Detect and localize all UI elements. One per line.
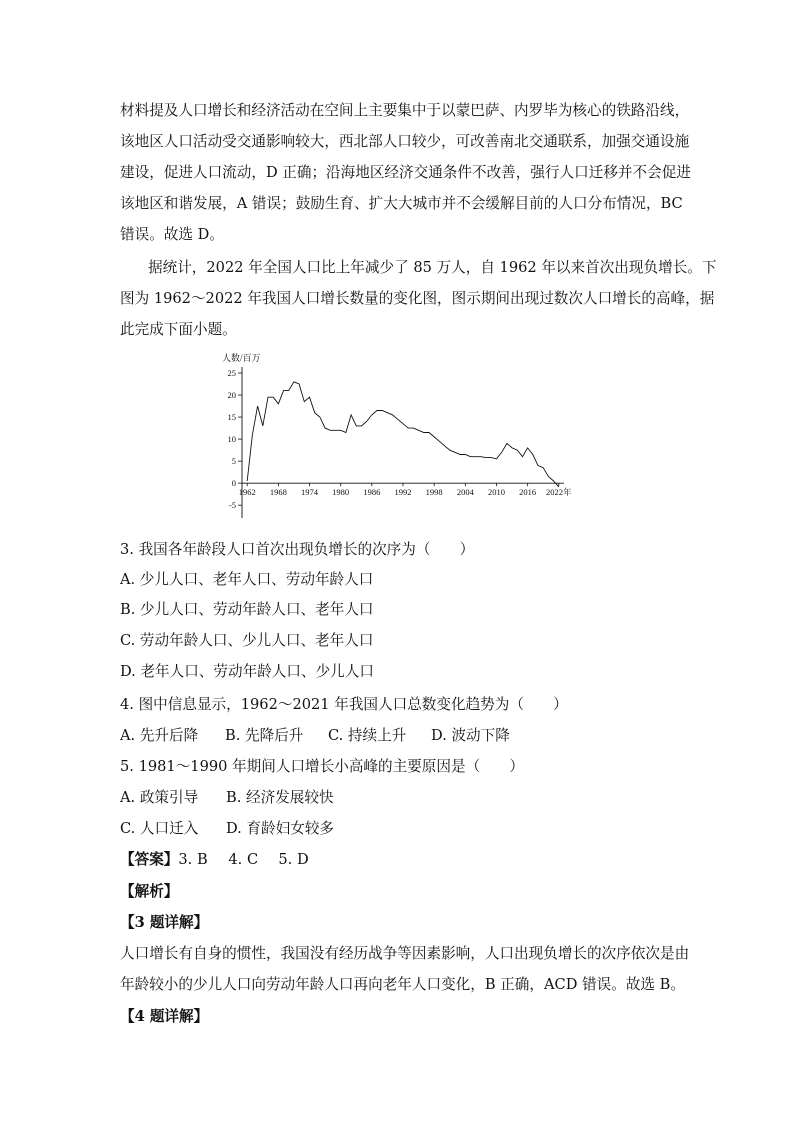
q4-options xyxy=(120,726,680,746)
x-tick-label: 2004 xyxy=(456,487,474,498)
q3-option-c: C. 劳动年龄人口、少儿人口、老年人口 xyxy=(120,632,374,649)
x-tick-label: 1980 xyxy=(332,487,350,498)
passage-line-1: 据统计，2022 年全国人口比上年减少了 85 万人，自 1962 年以来首次出现负增长。下 xyxy=(148,259,717,276)
q3-option-d: D. 老年人口、劳动年龄人口、少儿人口 xyxy=(120,663,374,680)
y-tick-label: 25 xyxy=(227,368,236,378)
q4-stem: 4. 图中信息显示，1962～2021 年我国人口总数变化趋势为（ ） xyxy=(120,696,568,713)
x-tick-label: 1998 xyxy=(425,487,443,498)
population-growth-chart xyxy=(212,348,582,526)
q5-option-a: A. 政策引导 xyxy=(120,789,199,806)
analysis-label: 【解析】 xyxy=(120,883,179,900)
y-tick-label: 0 xyxy=(231,478,236,489)
y-tick-label: 5 xyxy=(231,456,236,467)
q4-option-c: C. 持续上升 xyxy=(328,727,407,744)
x-tick-label: 1974 xyxy=(301,487,319,498)
intro-line-3: 建设，促进人口流动，D 正确；沿海地区经济交通条件不改善，强行人口迁移并不会促进 xyxy=(120,164,691,181)
q5-option-b: B. 经济发展较快 xyxy=(226,789,334,806)
q4-option-d: D. 波动下降 xyxy=(431,727,510,744)
growth-series-line xyxy=(247,382,559,487)
q4-option-b: B. 先降后升 xyxy=(225,727,304,744)
answer-label: 【答案】 xyxy=(120,851,179,868)
q3-stem: 3. 我国各年龄段人口首次出现负增长的次序为（ ） xyxy=(120,541,475,558)
q5-stem: 5. 1981～1990 年期间人口增长小高峰的主要原因是（ ） xyxy=(120,758,524,775)
x-tick-label: 1992 xyxy=(394,487,412,498)
x-tick-label: 2010 xyxy=(487,487,505,498)
chart-ticks xyxy=(228,368,573,510)
passage-line-2: 图为 1962～2022 年我国人口增长数量的变化图，图示期间出现过数次人口增长的高峰，据 xyxy=(120,290,715,307)
y-tick-label: 20 xyxy=(227,390,236,401)
q5-option-c: C. 人口迁入 xyxy=(120,820,199,837)
answer-4: 4. C xyxy=(228,851,259,868)
answer-3: 3. B xyxy=(178,851,208,868)
q3-detail-label: 【3 题详解】 xyxy=(120,914,209,931)
q4-option-a: A. 先升后降 xyxy=(120,727,199,744)
intro-line-5: 错误。故选 D。 xyxy=(120,226,224,243)
q3-detail-line-2: 年龄较小的少儿人口向劳动年龄人口再向老年人口变化，B 正确，ACD 错误。故选 B。 xyxy=(120,976,685,993)
q3-option-b: B. 少儿人口、劳动年龄人口、老年人口 xyxy=(120,601,374,618)
y-tick-label: -5 xyxy=(228,500,236,511)
intro-line-2: 该地区人口活动受交通影响较大，西北部人口较少，可改善南北交通联系，加强交通设施 xyxy=(120,133,690,150)
q5-options-row-2 xyxy=(120,819,680,839)
x-tick-label: 2022年 xyxy=(546,487,572,498)
q5-option-d: D. 育龄妇女较多 xyxy=(226,820,335,837)
q4-detail-label: 【4 题详解】 xyxy=(120,1008,209,1025)
passage-line-3: 此完成下面小题。 xyxy=(120,321,237,338)
y-tick-label: 10 xyxy=(227,434,236,445)
y-axis-label: 人数/百万 xyxy=(222,353,261,363)
x-tick-label: 2016 xyxy=(519,487,537,498)
intro-line-4: 该地区和谐发展，A 错误；鼓励生育、扩大大城市并不会缓解目前的人口分布情况，BC xyxy=(120,195,683,212)
q3-option-a: A. 少儿人口、老年人口、劳动年龄人口 xyxy=(120,571,374,588)
intro-line-1: 材料提及人口增长和经济活动在空间上主要集中于以蒙巴萨、内罗毕为核心的铁路沿线， xyxy=(120,102,690,119)
x-tick-label: 1968 xyxy=(269,487,287,498)
q5-options-row-1 xyxy=(120,788,680,808)
x-tick-label: 1986 xyxy=(363,487,381,498)
answer-line xyxy=(120,850,680,870)
answer-5: 5. D xyxy=(278,851,309,868)
x-tick-label: 1962 xyxy=(238,487,256,498)
y-tick-label: 15 xyxy=(227,412,236,423)
q3-detail-line-1: 人口增长有自身的惯性，我国没有经历战争等因素影响，人口出现负增长的次序依次是由 xyxy=(120,945,690,962)
